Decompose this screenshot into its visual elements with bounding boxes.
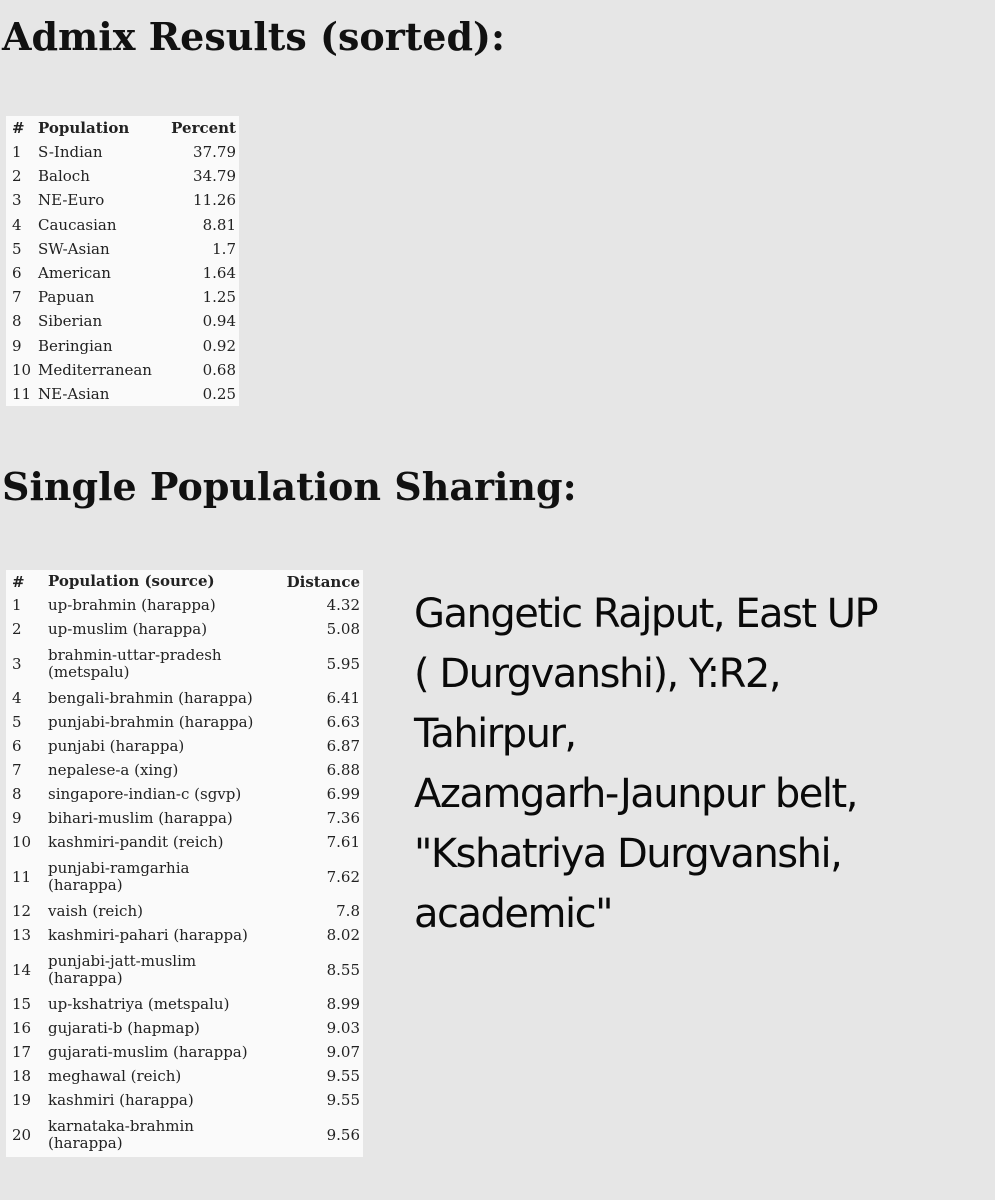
population-name: Mediterranean (38, 360, 152, 379)
row-number: 18 (12, 1067, 32, 1085)
population-source (48, 758, 286, 782)
population-source-line: bihari-muslim (harappa) (48, 808, 233, 827)
population-name: Beringian (38, 336, 113, 355)
percent-value: 8.81 (202, 215, 236, 234)
row-number: 19 (12, 1091, 32, 1109)
population-source-line: bengali-brahmin (harappa) (48, 688, 253, 707)
distance-value: 7.61 (326, 833, 360, 851)
population-source (48, 806, 286, 830)
population-source (48, 947, 286, 992)
population-name: Baloch (38, 167, 90, 186)
table-row (6, 947, 363, 992)
distance-value: 6.88 (326, 761, 360, 779)
table-row (6, 854, 363, 899)
row-number: 12 (12, 902, 32, 920)
table-row (6, 1040, 363, 1064)
table-row (6, 1016, 363, 1040)
row-number: 13 (12, 926, 32, 944)
table-row (6, 992, 363, 1016)
table-row (6, 782, 363, 806)
distance-value: 6.63 (326, 713, 360, 731)
row-number: 16 (12, 1019, 32, 1037)
population-source-line: (harappa) (48, 968, 123, 987)
row-number: 15 (12, 995, 32, 1013)
population-source-line: singapore-indian-c (sgvp) (48, 784, 242, 803)
population-source-line: punjabi-ramgarhia (48, 858, 190, 877)
population-source (48, 830, 286, 854)
table-row (6, 734, 363, 758)
table-row (6, 164, 239, 188)
percent-value: 37.79 (193, 143, 236, 162)
row-number: 17 (12, 1043, 32, 1061)
table-header-row (6, 116, 239, 140)
population-source (48, 734, 286, 758)
distance-value: 9.56 (326, 1125, 360, 1144)
table-row (6, 758, 363, 782)
distance-value: 7.36 (326, 809, 360, 827)
distance-value: 6.41 (326, 689, 360, 707)
table-row (6, 213, 239, 237)
row-number: 3 (12, 654, 22, 673)
row-number: 2 (12, 167, 22, 186)
population-source-line: punjabi (harappa) (48, 736, 185, 755)
percent-value: 0.92 (202, 336, 236, 355)
table-row (6, 1088, 363, 1112)
population-source (48, 710, 286, 734)
percent-value: 1.7 (212, 239, 236, 258)
table-row (6, 830, 363, 854)
percent-value: 1.25 (202, 288, 236, 307)
distance-value: 9.07 (326, 1043, 360, 1061)
distance-value: 9.55 (326, 1091, 360, 1109)
population-source-line: nepalese-a (xing) (48, 760, 179, 779)
row-number: 1 (12, 596, 22, 614)
row-number: 10 (12, 360, 32, 379)
column-header-population-source: Population (source) (48, 572, 215, 590)
distance-value: 6.99 (326, 785, 360, 803)
row-number: 5 (12, 239, 22, 258)
row-number: 11 (12, 867, 32, 886)
table-header-row (6, 570, 363, 593)
population-name: Caucasian (38, 215, 117, 234)
population-source-line: (metspalu) (48, 662, 130, 681)
row-number: 7 (12, 761, 22, 779)
population-source (48, 992, 286, 1016)
population-source (48, 686, 286, 710)
table-row (6, 806, 363, 830)
population-name: Siberian (38, 312, 103, 331)
population-source-line: up-kshatriya (metspalu) (48, 994, 230, 1013)
population-source (48, 923, 286, 947)
population-source (48, 641, 286, 686)
population-source (48, 782, 286, 806)
table-row (6, 261, 239, 285)
row-number: 6 (12, 264, 22, 283)
population-source-line: brahmin-uttar-pradesh (48, 645, 222, 664)
column-header-distance: Distance (286, 572, 360, 591)
distance-value: 6.87 (326, 737, 360, 755)
population-source-line: kashmiri-pandit (reich) (48, 832, 224, 851)
row-number: 9 (12, 809, 22, 827)
distance-value: 4.32 (326, 596, 360, 614)
column-header-population: Population (38, 119, 130, 137)
row-number: 9 (12, 336, 22, 355)
table-row (6, 617, 363, 641)
population-source-line: punjabi-jatt-muslim (48, 951, 197, 970)
percent-value: 0.68 (202, 360, 236, 379)
row-number: 11 (12, 384, 32, 403)
table-row (6, 334, 239, 358)
population-source-line: kashmiri-pahari (harappa) (48, 925, 248, 944)
population-source-line: gujarati-muslim (harappa) (48, 1042, 248, 1061)
distance-value: 9.03 (326, 1019, 360, 1037)
row-number: 4 (12, 689, 22, 707)
row-number: 20 (12, 1125, 32, 1144)
population-source (48, 1088, 286, 1112)
table-row (6, 923, 363, 947)
table-row (6, 641, 363, 686)
population-source-line: up-muslim (harappa) (48, 619, 208, 638)
row-number: 1 (12, 143, 22, 162)
row-number: 5 (12, 713, 22, 731)
percent-value: 1.64 (202, 264, 236, 283)
table-row (6, 358, 239, 382)
population-source-line: gujarati-b (hapmap) (48, 1018, 200, 1037)
table-row (6, 188, 239, 212)
annotation-line: Tahirpur, (414, 711, 576, 757)
row-number: 10 (12, 833, 32, 851)
column-header-number: # (12, 572, 25, 591)
population-source (48, 617, 286, 641)
population-name: Papuan (38, 288, 95, 307)
table-row (6, 1112, 363, 1157)
row-number: 8 (12, 312, 22, 331)
distance-value: 5.95 (326, 654, 360, 673)
distance-value: 7.8 (336, 902, 360, 920)
distance-value: 8.99 (326, 995, 360, 1013)
admix-results-table (6, 116, 239, 406)
annotation-line: academic" (414, 891, 612, 937)
population-source-line: kashmiri (harappa) (48, 1090, 194, 1109)
annotation-line: Gangetic Rajput, East UP (414, 591, 878, 637)
column-header-number: # (12, 119, 25, 137)
population-sharing-table (6, 570, 363, 1157)
annotation-line: ( Durgvanshi), Y:R2, (414, 651, 781, 697)
population-source-line: punjabi-brahmin (harappa) (48, 712, 254, 731)
percent-value: 0.25 (202, 384, 236, 403)
table-row (6, 593, 363, 617)
percent-value: 34.79 (193, 167, 236, 186)
distance-value: 9.55 (326, 1067, 360, 1085)
population-name: SW-Asian (38, 239, 110, 258)
row-number: 8 (12, 785, 22, 803)
population-name: NE-Euro (38, 191, 105, 210)
population-source (48, 1040, 286, 1064)
table-row (6, 899, 363, 923)
population-source-line: karnataka-brahmin (48, 1116, 194, 1135)
row-number: 3 (12, 191, 22, 210)
population-source (48, 593, 286, 617)
table-row (6, 1064, 363, 1088)
population-source (48, 854, 286, 899)
population-source-line: meghawal (reich) (48, 1066, 182, 1085)
row-number: 7 (12, 288, 22, 307)
column-header-percent: Percent (171, 119, 236, 137)
distance-value: 8.02 (326, 926, 360, 944)
table-row (6, 686, 363, 710)
table-row (6, 710, 363, 734)
distance-value: 5.08 (326, 620, 360, 638)
table-row (6, 382, 239, 406)
population-source-line: (harappa) (48, 1133, 123, 1152)
population-source (48, 1112, 286, 1157)
annotation-line: Azamgarh-Jaunpur belt, (414, 771, 857, 817)
annotation-text (414, 584, 989, 944)
table-row (6, 237, 239, 261)
population-source-line: vaish (reich) (48, 901, 143, 920)
percent-value: 11.26 (193, 191, 236, 210)
percent-value: 0.94 (202, 312, 236, 331)
population-source-line: up-brahmin (harappa) (48, 595, 216, 614)
table-row (6, 285, 239, 309)
table-row (6, 140, 239, 164)
row-number: 4 (12, 215, 22, 234)
population-name: S-Indian (38, 143, 103, 162)
population-name: NE-Asian (38, 384, 110, 403)
table-row (6, 309, 239, 333)
population-source (48, 1016, 286, 1040)
row-number: 14 (12, 960, 32, 979)
distance-value: 7.62 (326, 867, 360, 886)
annotation-line: "Kshatriya Durgvanshi, (414, 831, 842, 877)
population-source-line: (harappa) (48, 875, 123, 894)
row-number: 6 (12, 737, 22, 755)
distance-value: 8.55 (326, 960, 360, 979)
population-source (48, 1064, 286, 1088)
admix-heading: Admix Results (sorted): (2, 14, 506, 59)
row-number: 2 (12, 620, 22, 638)
population-source (48, 899, 286, 923)
population-name: American (38, 264, 111, 283)
sharing-heading: Single Population Sharing: (2, 464, 577, 509)
